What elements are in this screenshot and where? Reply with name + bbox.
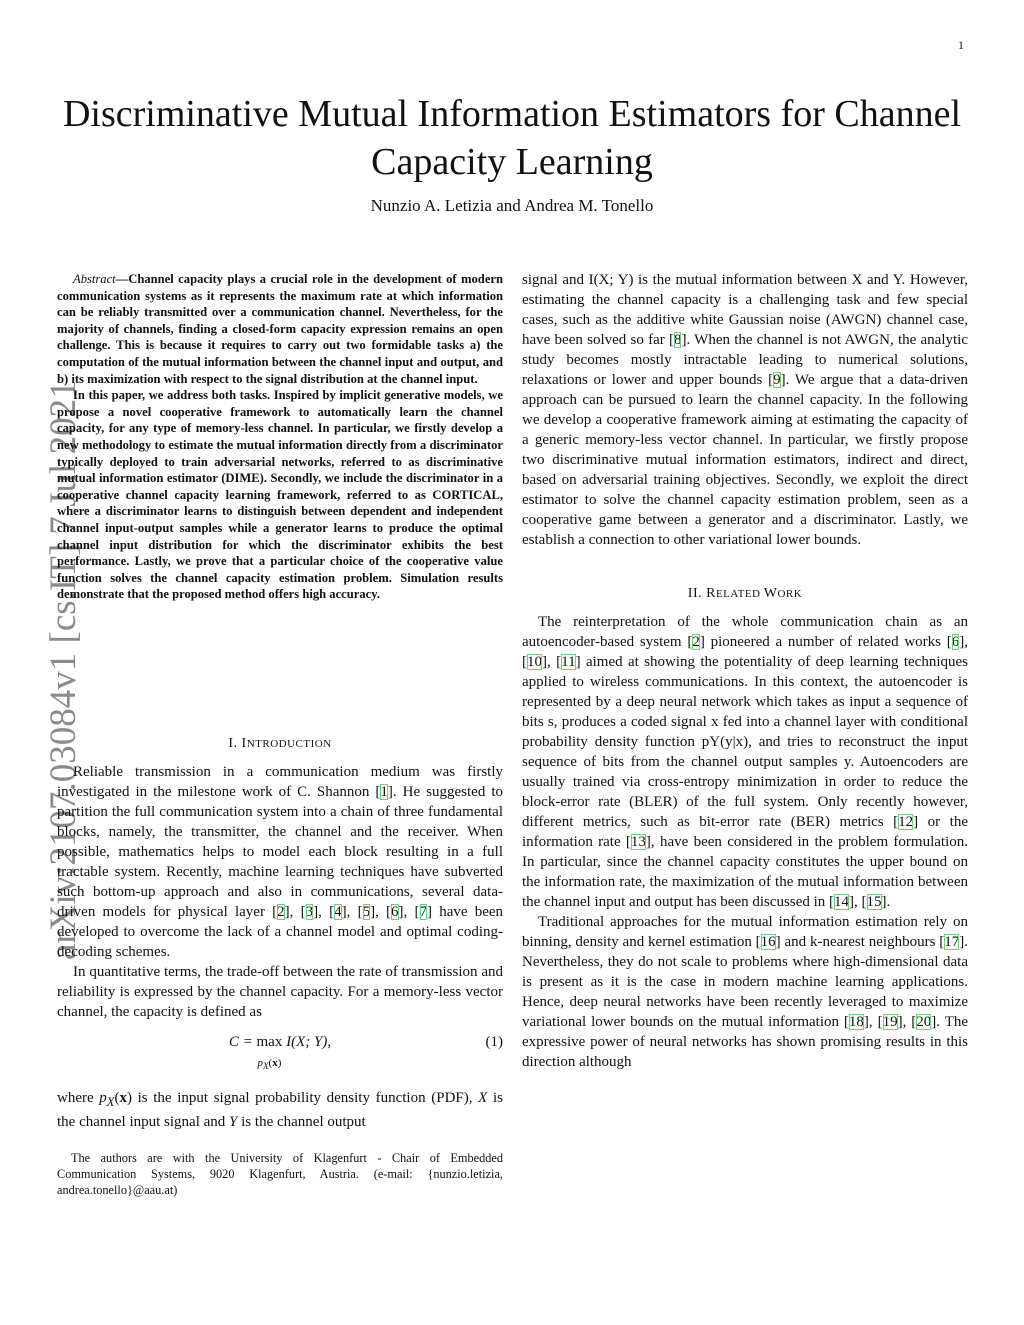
intro-paragraph-2: In quantitative terms, the trade-off between the rate of transmission and reliability is expressed by the channel capacity. For a memory-less vector channel, the capacity is defined as	[57, 964, 503, 1020]
citation-link[interactable]: 3	[305, 904, 314, 920]
intro-heading: I. INTRODUCTION	[228, 736, 332, 751]
citation-link[interactable]: 2	[277, 904, 285, 920]
citation-link[interactable]: 13	[630, 834, 646, 850]
paper-title: Discriminative Mutual Information Estimators for Channel Capacity Learning	[62, 93, 962, 183]
right-paragraph-1: signal and I(X; Y) is the mutual information between X and Y. However, estimating the channel capacity is a challenging task and few special cases, such as the additive white Gaussian noise (AWGN) channel case, have been solved so far [8]. When the channel is not AWGN, the analytic study becomes mostly intractable leading to numerical solutions, relaxations or lower and upper bounds [9]. We argue that a data-driven approach can be pursued to learn the channel capacity. In the following we develop a cooperative framework aiming at estimating the capacity of a generic memory-less vector channel. In particular, we firstly propose two discriminative mutual information estimators, indirect and direct, based on adversarial training objectives. Secondly, we exploit the direct estimator to solve the channel capacity estimation problem, seen as a cooperative game between a generator and a discriminator. Lastly, we establish a connection to other variational lower bounds.	[522, 272, 968, 548]
related-work-heading: II. RELATED WORK	[687, 586, 803, 601]
abstract-paragraph-1: Abstract—Channel capacity plays a crucial role in the development of modern communication systems as it represents the maximum rate at which information can be reliably transmitted over a communication channel. Nevertheless, for the majority of channels, finding a closed-form capacity expression remains an open challenge. This is because it requires to carry out two formidable tasks a) the computation of the mutual information between the channel input and output, and b) its maximization with respect to the signal distribution at the channel input.	[57, 272, 503, 386]
authors: Nunzio A. Letizia and Andrea M. Tonello	[370, 196, 654, 215]
citation-link[interactable]: 1	[380, 784, 388, 800]
intro-paragraph-3: where $p_X(x)$ is the input signal probability density function (PDF), X is the channel input signal and Y is the channel output	[57, 1090, 503, 1131]
citation-link[interactable]: 12	[898, 814, 914, 830]
citation-link[interactable]: 19	[882, 1014, 898, 1030]
equation-number: (1)	[485, 1034, 503, 1050]
equation-1	[57, 1032, 503, 1076]
related-paragraph-1: The reinterpretation of the whole communication chain as an autoencoder-based system [2] pioneered a number of related works [6], [10], [11] aimed at showing the potentiality of deep learning techniques applied to wireless communications. In this context, the autoencoder is represented by a deep neural network which takes as input a sequence of bits s, produces a coded signal x fed into a channel layer with conditional probability density function pY(y|x), and tries to reconstruct the input sequence of bits from the channel output samples y. Autoencoders are usually trained via cross-entropy minimization in order to reduce the block-error rate (BLER) of the full system. Only recently however, different metrics, such as bit-error rate (BER) metrics [12] or the information rate [13], have been considered in the problem formulation. In particular, since the channel capacity constitutes the upper bound on the information rate, the maximization of the mutual information between the channel input and output has been discussed in [14], [15].	[522, 614, 969, 910]
citation-link[interactable]: 4	[334, 904, 342, 920]
citation-link[interactable]: 20	[916, 1014, 932, 1030]
equation-body: C = max $p_X(x)$ I(X; Y),	[228, 1034, 332, 1072]
right-column	[522, 270, 968, 1072]
abstract	[57, 271, 503, 603]
citation-link[interactable]: 10	[527, 654, 542, 670]
related-paragraph-2: Traditional approaches for the mutual information estimation rely on binning, density and kernel estimation [16] and k-nearest neighbours [17]. Nevertheless, they do not scale to problems where high-dimensional data is present as it is the case in modern machine learning applications. Hence, deep neural networks have been recently leveraged to maximize variational lower bounds on the mutual information [18], [19], [20]. The expressive power of neural networks has shown promising results in this direction although	[522, 914, 969, 1070]
citation-link[interactable]: 16	[760, 934, 776, 950]
citation-link[interactable]: 18	[848, 1014, 864, 1030]
abstract-paragraph-2: In this paper, we address both tasks. Inspired by implicit generative models, we propose a novel cooperative framework to automatically learn the channel capacity, for any type of memory-less channel. In particular, we firstly develop a new methodology to estimate the mutual information directly from a discriminator typically deployed to train adversarial networks, referred to as discriminative mutual information estimator (DIME). Secondly, we include the discriminator in a cooperative channel capacity learning framework, referred to as CORTICAL, where a discriminator learns to distinguish between dependent and independent channel input-output samples while a generator learns to produce the optimal channel input distribution for which the discriminator exhibits the best performance. Lastly, we prove that a particular choice of the cooperative value function solves the channel capacity estimation problem. Simulation results demonstrate that the proposed method offers high accuracy.	[57, 388, 503, 602]
intro-paragraph-1: Reliable transmission in a communication medium was firstly investigated in the milestone work of C. Shannon [1]. He suggested to partition the full communication system into a chain of three fundamental blocks, namely, the transmitter, the channel and the receiver. When possible, mathematics helps to model each block resulting in a full tractable system. Recently, machine learning techniques have subverted such bottom-up approach and also in communications, several data-driven models for physical layer [2], [3], [4], [5], [6], [7] have been developed to overcome the lack of a channel model and optimal coding-decoding schemes.	[57, 764, 504, 960]
arxiv-stamp: arXiv:2107.03084v1 [cs.IT] 7 Jul 2021	[43, 380, 84, 960]
citation-link[interactable]: 5	[362, 904, 371, 920]
citation-link[interactable]: 2	[692, 634, 700, 650]
citation-link[interactable]: 7	[419, 904, 427, 920]
citation-link[interactable]: 6	[951, 634, 960, 650]
citation-link[interactable]: 8	[673, 332, 682, 348]
abstract-label: Abstract	[73, 272, 116, 286]
citation-link[interactable]: 6	[391, 904, 399, 920]
citation-link[interactable]: 15	[866, 894, 882, 910]
citation-link[interactable]: 11	[561, 654, 576, 670]
citation-link[interactable]: 17	[944, 934, 960, 950]
page-number: 1	[958, 38, 964, 52]
footnote: The authors are with the University of Klagenfurt - Chair of Embedded Communication Systems, 9020 Klagenfurt, Austria. (e-mail: {nunzio.letizia, andrea.tonello}@aau.at)	[57, 1151, 503, 1198]
introduction-section	[57, 712, 503, 1210]
citation-link[interactable]: 14	[834, 894, 850, 910]
citation-link[interactable]: 9	[773, 372, 781, 388]
